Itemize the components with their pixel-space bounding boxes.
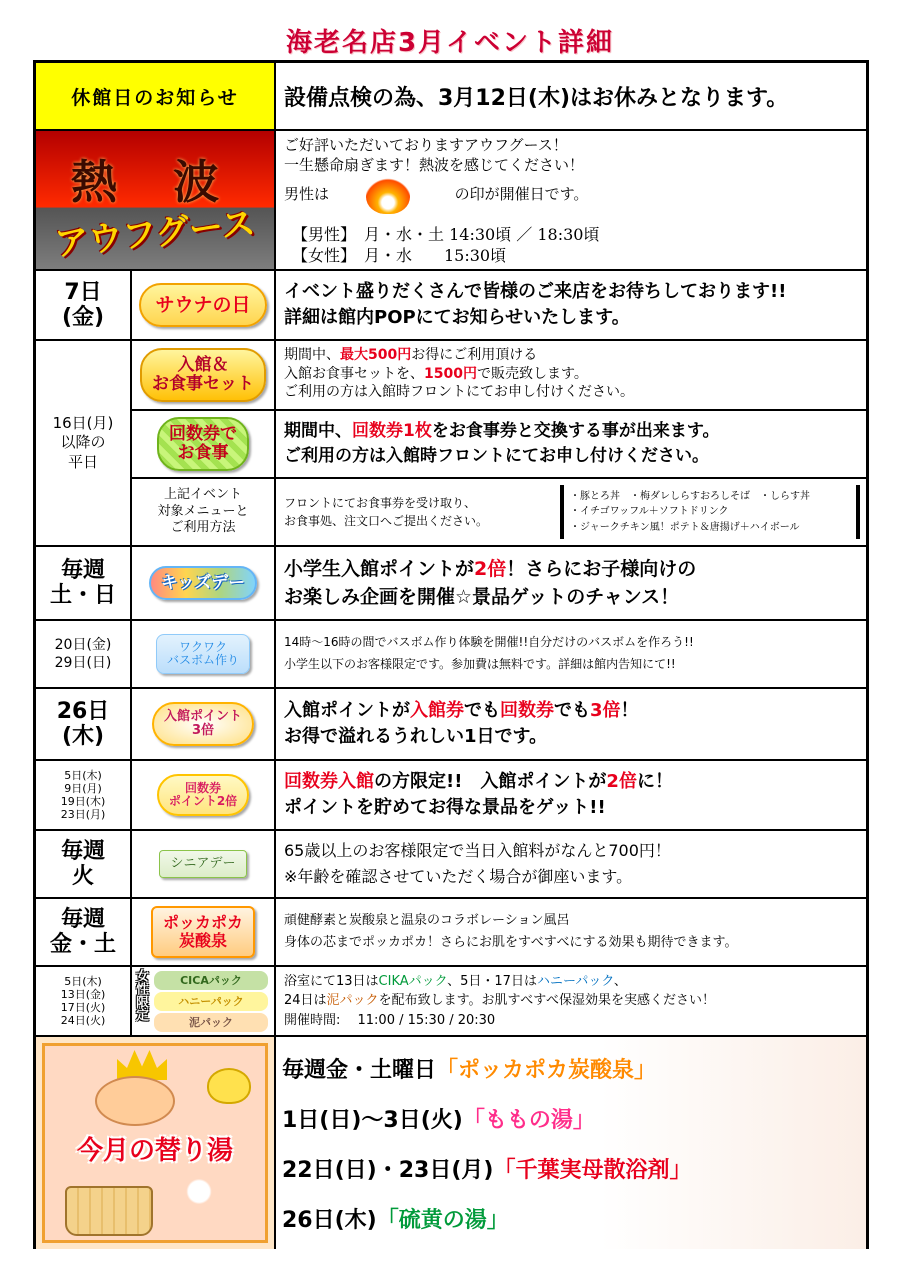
point3x-badge-cell bbox=[132, 689, 276, 759]
aufguss-line2: 一生懸命扇ぎます！熱波を感じてください！ bbox=[284, 156, 585, 175]
meal-set-badge: 入館＆ お食事セット bbox=[140, 348, 266, 401]
ticket-point-l1d: に！ bbox=[636, 770, 673, 792]
kids-day-date: 毎週 土・日 bbox=[36, 547, 132, 619]
kids-day-l1b: 2倍 bbox=[474, 557, 507, 580]
monthly-bath-item-date: 毎週金・土曜日 bbox=[282, 1057, 437, 1083]
sauna-day-date: 7日 (金) bbox=[36, 271, 132, 339]
point3x-row bbox=[36, 689, 866, 761]
senior-day-line2: ※年齢を確認させていただく場合が御座います。 bbox=[284, 867, 633, 886]
ticket-point-l1a: 回数券入館 bbox=[284, 770, 374, 792]
meal-set-l2c: で販売致します。 bbox=[476, 365, 588, 382]
kids-day-line2: お楽しみ企画を開催☆景品ゲットのチャンス！ bbox=[284, 586, 680, 608]
meal-set-l1b: 最大500円 bbox=[340, 346, 412, 363]
menu-item: ・イチゴワッフル＋ソフトドリンク bbox=[570, 506, 729, 518]
sauna-day-line1: イベント盛りだくさんで皆様のご来店をお待ちしております!! bbox=[284, 280, 787, 302]
pack-l2c: を配布致します。お肌すべすべ保湿効果を実感ください！ bbox=[378, 993, 716, 1009]
ticket-meal-line1 bbox=[284, 419, 858, 444]
senior-day-date: 毎週 火 bbox=[36, 831, 132, 897]
mascot-icon bbox=[95, 1076, 175, 1126]
menu-items-box bbox=[560, 485, 860, 539]
monthly-bath-item-name: 「千葉実母散浴剤」 bbox=[493, 1157, 692, 1183]
monthly-bath-item bbox=[282, 1203, 860, 1234]
pack-l1e: 、 bbox=[613, 973, 627, 989]
point3x-l1g: ！ bbox=[620, 699, 639, 721]
monthly-bath-label: 今月の替り湯 bbox=[76, 1136, 233, 1166]
aufguss-men: 【男性】 月・水・土 14:30頃 ／ 18:30頃 bbox=[292, 224, 600, 244]
monthly-bath-item bbox=[282, 1103, 860, 1134]
ticket-meal-l1b: 回数券1枚 bbox=[352, 421, 432, 442]
sauna-day-text bbox=[276, 271, 866, 339]
meal-set-line2 bbox=[284, 365, 858, 384]
closure-label-text: 休館日のお知らせ bbox=[71, 86, 239, 109]
pack-line1 bbox=[284, 972, 858, 992]
kids-day-l1a: 小学生入館ポイントが bbox=[284, 557, 475, 580]
event-table bbox=[33, 60, 869, 1249]
pack-line3: 開催時間: 11:00 / 15:30 / 20:30 bbox=[284, 1012, 496, 1028]
point3x-l1a: 入館ポイントが bbox=[284, 699, 410, 721]
kids-day-text bbox=[276, 547, 866, 619]
ticket-meal-badge-cell bbox=[132, 411, 276, 477]
pack-l1b: CIKAパック bbox=[378, 973, 448, 989]
meal-set-l2a: 入館お食事セットを、 bbox=[284, 365, 424, 382]
ticket-point-row bbox=[36, 761, 866, 831]
monthly-bath-item bbox=[282, 1153, 860, 1184]
meal-set-l1c: お得にご利用頂ける bbox=[411, 346, 538, 363]
aufguss-line3 bbox=[284, 176, 858, 214]
weekday-row bbox=[36, 341, 866, 547]
ticket-point-badge: 回数券 ポイント2倍 bbox=[157, 774, 249, 816]
kids-day-line1 bbox=[284, 555, 858, 584]
menu-row bbox=[132, 479, 866, 545]
duck-icon bbox=[207, 1068, 251, 1104]
closure-label bbox=[36, 63, 276, 129]
ticket-point-l1c: 2倍 bbox=[606, 770, 637, 792]
bath-bomb-date: 20日(金) 29日(日) bbox=[36, 621, 132, 687]
pack-row bbox=[36, 967, 866, 1037]
monthly-bath-item-name: 「硫黄の湯」 bbox=[376, 1207, 509, 1233]
fire-icon bbox=[366, 176, 410, 214]
pack-badge: 泥パック bbox=[154, 1013, 268, 1032]
pack-l1c: 、5日・17日は bbox=[447, 973, 537, 989]
aufguss-banner bbox=[36, 131, 276, 269]
monthly-bath-banner-inner bbox=[42, 1043, 268, 1243]
aufguss-line1: ご好評いただいておりますアウフグース！ bbox=[284, 136, 568, 154]
kids-day-l1c: ！さらにお子様向けの bbox=[506, 557, 697, 580]
carbonated-badge: ポッカポカ 炭酸泉 bbox=[151, 906, 255, 957]
ticket-meal-l1a: 期間中、 bbox=[284, 421, 352, 442]
bath-bomb-badge-cell bbox=[132, 621, 276, 687]
ticket-point-line2: ポイントを貯めてお得な景品をゲット!! bbox=[284, 797, 606, 818]
ticket-point-badge-cell bbox=[132, 761, 276, 829]
aufguss-banner-top: 熱 波 bbox=[70, 154, 239, 209]
aufguss-row bbox=[36, 131, 866, 271]
pack-text bbox=[276, 967, 866, 1035]
pack-badge: ハニーパック bbox=[154, 992, 268, 1011]
point3x-line1 bbox=[284, 698, 858, 724]
bath-bomb-line1: 14時～16時の間でバスボム作り体験を開催!!自分だけのバスボムを作ろう!! bbox=[284, 635, 694, 650]
point3x-l1f: 3倍 bbox=[590, 699, 621, 721]
point3x-l1d: 回数券 bbox=[500, 699, 554, 721]
bucket-icon bbox=[65, 1186, 153, 1236]
pack-l2a: 24日は bbox=[284, 993, 327, 1009]
menu-text2: お食事処、注文口へご提出ください。 bbox=[284, 514, 489, 528]
point3x-l1b: 入館券 bbox=[410, 699, 464, 721]
point3x-l1c: でも bbox=[464, 699, 500, 721]
carbonated-line2: 身体の芯までポッカポカ！さらにお肌をすべすべにする効果も期待できます。 bbox=[284, 935, 738, 950]
pack-l1d: ハニーパック bbox=[536, 973, 614, 989]
closure-row bbox=[36, 63, 866, 131]
ticket-point-line1 bbox=[284, 769, 858, 795]
meal-set-badge-cell bbox=[132, 341, 276, 409]
bath-bomb-row bbox=[36, 621, 866, 689]
ticket-meal-l1c: をお食事券と交換する事が出来ます。 bbox=[431, 421, 720, 442]
weekday-sub bbox=[132, 341, 866, 545]
weekday-date: 16日(月) 以降の 平日 bbox=[36, 341, 132, 545]
point3x-text bbox=[276, 689, 866, 759]
aufguss-line3b: の印が開催日です。 bbox=[454, 184, 589, 203]
ticket-point-text bbox=[276, 761, 866, 829]
ticket-meal-badge: 回数券で お食事 bbox=[157, 417, 249, 470]
pack-l2b: 泥パック bbox=[326, 993, 379, 1009]
point3x-date: 26日 (木) bbox=[36, 689, 132, 759]
carbonated-line1: 頑健酵素と炭酸泉と温泉のコラボレーション風呂 bbox=[284, 912, 570, 928]
sauna-day-badge: サウナの日 bbox=[139, 283, 266, 328]
monthly-bath-banner bbox=[36, 1037, 276, 1249]
aufguss-banner-bottom: アウフグース bbox=[53, 203, 258, 264]
sauna-day-badge-cell bbox=[132, 271, 276, 339]
pack-l1a: 浴室にて13日は bbox=[284, 973, 379, 989]
aufguss-text bbox=[276, 131, 866, 269]
senior-day-line1: 65歳以上のお客様限定で当日入館料がなんと700円！ bbox=[284, 841, 671, 861]
ticket-meal-line2: ご利用の方は入館時フロントにてお申し付けください。 bbox=[284, 446, 709, 466]
kids-day-row bbox=[36, 547, 866, 621]
pack-badge: CICAパック bbox=[154, 971, 268, 990]
senior-day-badge-cell bbox=[132, 831, 276, 897]
pack-date: 5日(木) 13日(金) 17日(火) 24日(火) bbox=[36, 967, 132, 1035]
ticket-point-date: 5日(木) 9日(月) 19日(木) 23日(月) bbox=[36, 761, 132, 829]
meal-set-l1a: 期間中、 bbox=[284, 346, 340, 363]
monthly-bath-list bbox=[276, 1037, 866, 1249]
point3x-badge: 入館ポイント 3倍 bbox=[152, 702, 254, 747]
menu-item: ・ジャークチキン風！ポテト＆唐揚げ＋ハイボール bbox=[570, 521, 800, 533]
meal-set-l2b: 1500円 bbox=[424, 365, 477, 382]
closure-text-cell bbox=[276, 63, 866, 129]
monthly-bath-item-date: 26日(木) bbox=[282, 1207, 377, 1233]
monthly-bath-row bbox=[36, 1037, 866, 1249]
pack-vertical-label: 女性限定 bbox=[133, 969, 148, 1021]
point3x-l1e: でも bbox=[554, 699, 590, 721]
point3x-line2: お得で溢れるうれしい1日です。 bbox=[284, 726, 548, 747]
menu-text1: フロントにてお食事券を受け取り、 bbox=[284, 496, 477, 510]
monthly-bath-item-name: 「ポッカポカ炭酸泉」 bbox=[436, 1057, 657, 1083]
monthly-bath-item bbox=[282, 1053, 860, 1084]
menu-label: 上記イベント 対象メニューと ご利用方法 bbox=[132, 479, 276, 545]
monthly-bath-item-name: 「ももの湯」 bbox=[462, 1107, 595, 1133]
carbonated-text bbox=[276, 899, 866, 965]
carbonated-row bbox=[36, 899, 866, 967]
carbonated-date: 毎週 金・土 bbox=[36, 899, 132, 965]
bath-bomb-text bbox=[276, 621, 866, 687]
senior-day-row bbox=[36, 831, 866, 899]
pack-line2 bbox=[284, 991, 858, 1011]
meal-set-line1 bbox=[284, 346, 858, 365]
aufguss-line3a: 男性は bbox=[284, 184, 330, 203]
kids-day-badge-cell bbox=[132, 547, 276, 619]
pack-badge-cell bbox=[132, 967, 276, 1035]
sauna-day-row bbox=[36, 271, 866, 341]
meal-set-text bbox=[276, 341, 866, 409]
page-title: 海老名店3月イベント詳細 bbox=[285, 28, 615, 58]
senior-day-badge: シニアデー bbox=[159, 850, 246, 878]
sauna-day-line2: 詳細は館内POPにてお知らせいたします。 bbox=[284, 307, 630, 328]
meal-set-line3: ご利用の方は入館時フロントにてお申し付けください。 bbox=[284, 384, 634, 401]
ticket-meal-row bbox=[132, 411, 866, 479]
aufguss-women: 【女性】 月・水 15:30頃 bbox=[292, 246, 507, 266]
senior-day-text bbox=[276, 831, 866, 897]
monthly-bath-item-date: 1日(日)～3日(火) bbox=[282, 1107, 463, 1133]
menu-item: ・豚とろ丼 ・梅ダレしらすおろしそば ・しらす丼 bbox=[570, 490, 810, 502]
closure-text: 設備点検の為、3月12日(木)はお休みとなります。 bbox=[284, 85, 789, 111]
bath-bomb-badge: ワクワク バスボム作り bbox=[156, 634, 250, 674]
carbonated-badge-cell bbox=[132, 899, 276, 965]
monthly-bath-item-date: 22日(日)・23日(月) bbox=[282, 1157, 494, 1183]
bath-bomb-line2: 小学生以下のお客様限定です。参加費は無料です。詳細は館内告知にて!! bbox=[284, 657, 676, 671]
meal-set-row bbox=[132, 341, 866, 411]
kids-day-badge: キッズデー bbox=[149, 566, 257, 601]
ticket-point-l1b: の方限定!! 入館ポイントが bbox=[374, 770, 607, 792]
ticket-meal-text bbox=[276, 411, 866, 477]
